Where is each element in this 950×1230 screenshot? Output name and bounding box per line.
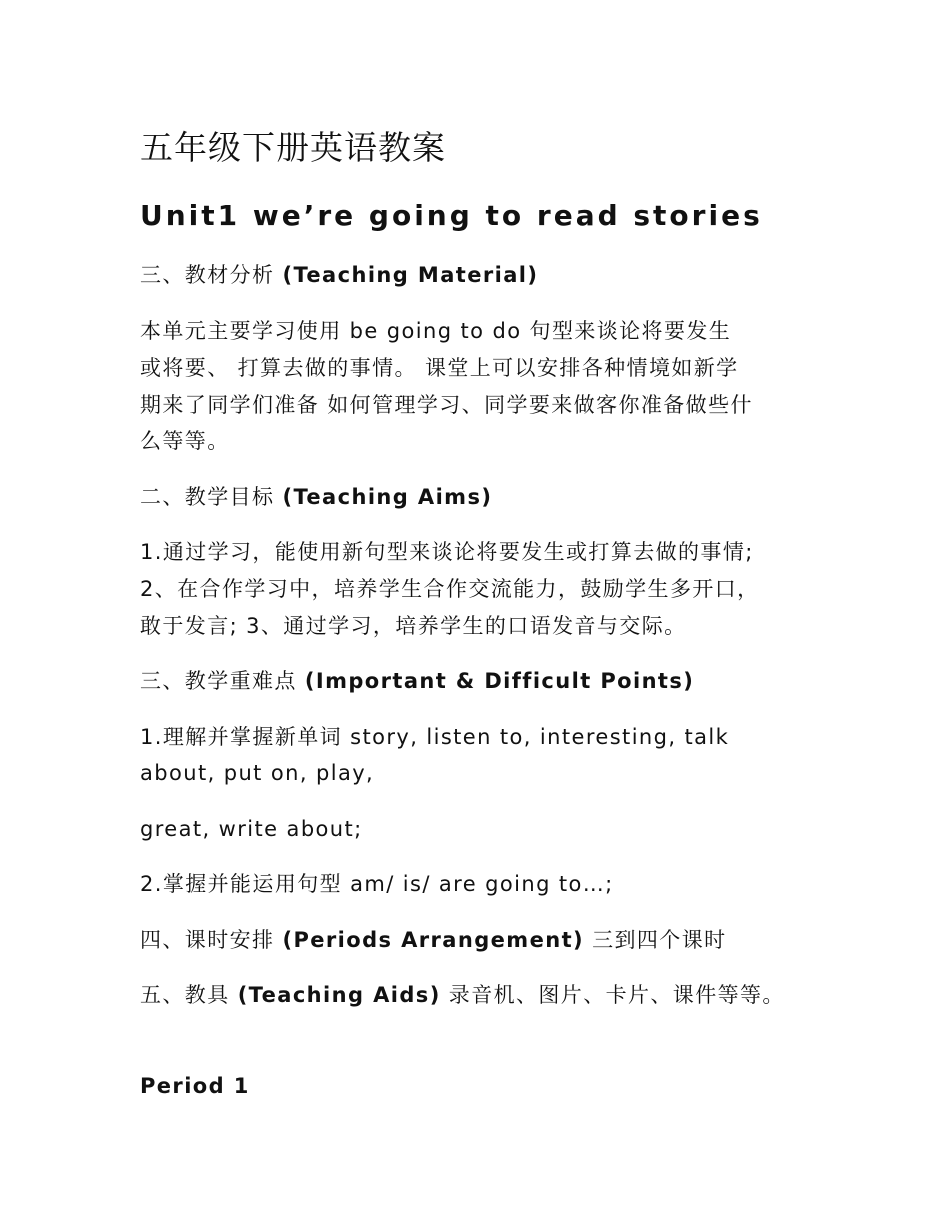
paragraph-line: 1.理解并掌握新单词 story, listen to, interesting, talk — [140, 725, 730, 749]
section-heading-english: (Teaching Material) — [282, 263, 539, 287]
period-heading: Period 1 — [140, 1074, 250, 1098]
section-heading-aids — [140, 982, 840, 1008]
section-heading-points — [140, 668, 840, 694]
paragraph-line: 1.通过学习，能使用新句型来谈论将要发生或打算去做的事情; — [140, 540, 754, 564]
section-heading-english: (Teaching Aids) — [237, 983, 441, 1007]
section-heading-english: (Teaching Aims) — [282, 485, 493, 509]
section-heading-english: (Periods Arrangement) — [282, 928, 585, 952]
paragraph-line: 期来了同学们准备 如何管理学习、同学要来做客你准备做些什 — [140, 393, 753, 417]
section-number: 五、教具 — [140, 983, 238, 1007]
paragraph-line: 或将要、 打算去做的事情。 课堂上可以安排各种情境如新学 — [140, 356, 739, 380]
section-number: 四、课时安排 — [140, 928, 283, 952]
section-heading-periods — [140, 927, 840, 953]
paragraph-line: 本单元主要学习使用 be going to do 句型来谈论将要发生 — [140, 319, 732, 343]
unit-title: Unit1 we’re going to read stories — [140, 199, 763, 232]
section-number: 三、教材分析 — [140, 263, 283, 287]
section-number: 二、教学目标 — [140, 485, 283, 509]
paragraph-line: 2、在合作学习中，培养学生合作交流能力，鼓励学生多开口， — [140, 577, 760, 601]
section-heading-aims — [140, 484, 840, 510]
paragraph-line: great, write about; — [140, 817, 363, 841]
paragraph-line: about, put on, play, — [140, 761, 375, 785]
paragraph-line: 么等等。 — [140, 429, 230, 453]
document-title: 五年级下册英语教案 — [140, 128, 446, 167]
section-heading-material — [140, 262, 840, 288]
section-detail: 三到四个课时 — [584, 928, 727, 952]
section-heading-english: (Important & Difficult Points) — [304, 669, 695, 693]
section-number: 三、教学重难点 — [140, 669, 305, 693]
section-detail: 录音机、图片、卡片、课件等等。 — [440, 983, 785, 1007]
paragraph-line: 敢于发言; 3、通过学习，培养学生的口语发音与交际。 — [140, 614, 687, 638]
paragraph-line: 2.掌握并能运用句型 am/ is/ are going to…; — [140, 872, 614, 896]
